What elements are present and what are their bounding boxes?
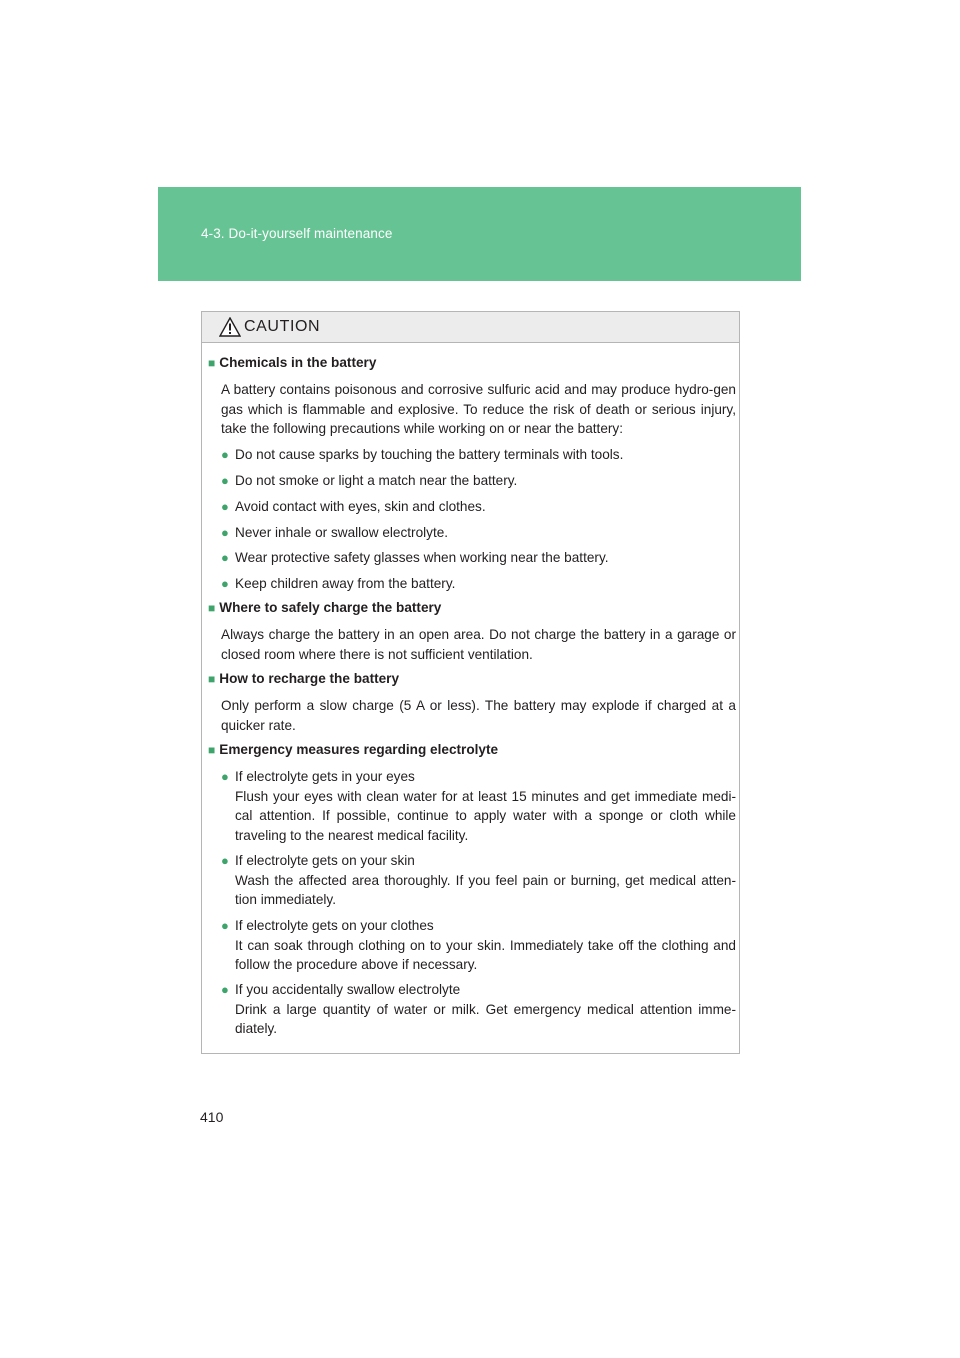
heading-emergency: ■ Emergency measures regarding electrolyte [208,742,499,757]
dot-bullet-icon: ● [221,550,229,565]
page-number: 410 [200,1109,224,1125]
warning-triangle-icon [219,317,241,337]
emergency-swallow-title: If you accidentally swallow electrolyte [235,982,461,997]
list-item: ● Do not smoke or light a match near the battery. [221,471,736,491]
list-item: ● Wear protective safety glasses when working near the battery. [221,548,736,568]
dot-bullet-icon: ● [221,525,229,540]
square-bullet-icon: ■ [208,743,216,757]
where-text: Always charge the battery in an open area. Do not charge the battery in a garage or closed room where there is not sufficient ventilation. [221,627,736,662]
dot-bullet-icon: ● [221,499,229,514]
square-bullet-icon: ■ [208,356,216,370]
dot-bullet-icon: ● [221,473,229,488]
section-title: 4-3. Do-it-yourself maintenance [201,226,393,241]
emergency-clothes-title: If electrolyte gets on your clothes [235,918,434,933]
emergency-skin-title: If electrolyte gets on your skin [235,853,415,868]
square-bullet-icon: ■ [208,601,216,615]
dot-bullet-icon: ● [221,769,229,784]
caution-header [202,312,739,343]
list-item: ● Avoid contact with eyes, skin and clothes. [221,497,736,517]
dot-bullet-icon: ● [221,982,229,997]
caution-box [201,311,740,1054]
heading-recharge: ■ How to recharge the battery [208,671,400,686]
list-item: ● Do not cause sparks by touching the battery terminals with tools. [221,445,736,465]
heading-where-to-charge: ■ Where to safely charge the battery [208,600,442,615]
list-item [221,851,736,910]
list-item [221,980,736,1039]
list-item [221,767,736,845]
list-item [221,916,736,975]
heading-chemicals: ■ Chemicals in the battery [208,355,377,370]
dot-bullet-icon: ● [221,447,229,462]
square-bullet-icon: ■ [208,672,216,686]
list-item: ● Keep children away from the battery. [221,574,736,594]
emergency-swallow-text: Drink a large quantity of water or milk. Get emergency medical attention imme-diately. [235,1001,736,1036]
recharge-text: Only perform a slow charge (5 A or less). The battery may explode if charged at a quicker rate. [221,698,736,733]
emergency-clothes-text: It can soak through clothing on to your skin. Immediately take off the clothing and follow the procedure above if necessary. [235,937,736,972]
emergency-skin-text: Wash the affected area thoroughly. If you feel pain or burning, get medical atten-tion immediately. [235,872,736,907]
chemicals-text: A battery contains poisonous and corrosive sulfuric acid and may produce hydro-gen gas which is flammable and explosive. To reduce the risk of death or serious injury, take the following precautions while working on or near the battery: [221,382,736,436]
dot-bullet-icon: ● [221,576,229,591]
emergency-eyes-text: Flush your eyes with clean water for at least 15 minutes and get immediate medi-cal attention. If possible, continue to apply water with a sponge or cloth while traveling to the nearest medical facility. [235,788,736,843]
emergency-eyes-title: If electrolyte gets in your eyes [235,769,415,784]
section-header-band [158,187,801,281]
list-item: ● Never inhale or swallow electrolyte. [221,523,736,543]
dot-bullet-icon: ● [221,853,229,868]
dot-bullet-icon: ● [221,918,229,933]
caution-label: CAUTION [244,318,321,335]
